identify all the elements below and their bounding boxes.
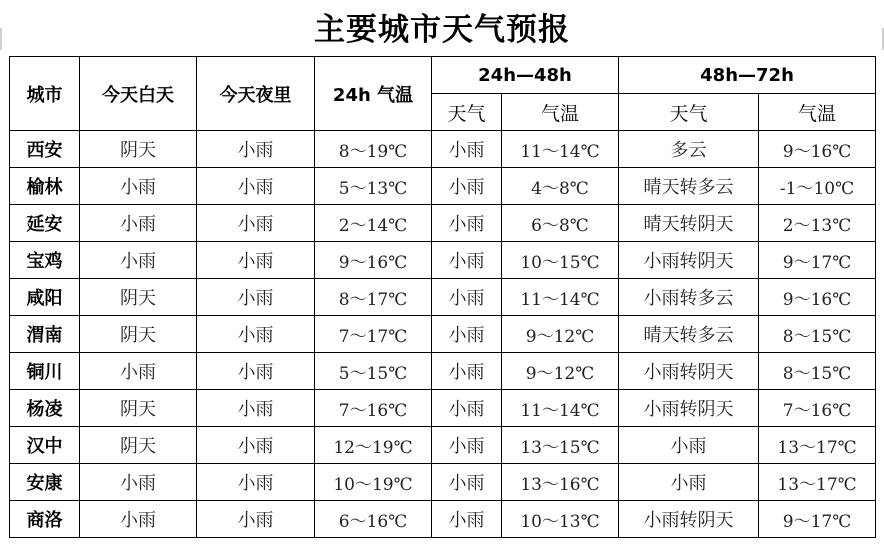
city-cell: 延安	[10, 205, 80, 242]
temp-24h-cell: 8～19℃	[315, 131, 432, 168]
temp-48h-cell: 4～8℃	[502, 168, 619, 205]
temp-72h-cell: 9～16℃	[759, 131, 876, 168]
table-row	[10, 427, 876, 464]
forecast-table	[9, 56, 876, 538]
header-tonight: 今天夜里	[197, 57, 315, 131]
header-temp-24h: 24h 气温	[315, 57, 432, 131]
weather-72h-cell: 小雨	[619, 464, 759, 501]
tonight-cell: 小雨	[197, 131, 315, 168]
tonight-cell: 小雨	[197, 427, 315, 464]
temp-72h-cell: 9～16℃	[759, 279, 876, 316]
tonight-cell: 小雨	[197, 279, 315, 316]
temp-72h-cell: 2～13℃	[759, 205, 876, 242]
today-day-cell: 阴天	[80, 279, 197, 316]
temp-48h-cell: 10～15℃	[502, 242, 619, 279]
today-day-cell: 小雨	[80, 353, 197, 390]
weather-48h-cell: 小雨	[432, 353, 502, 390]
weather-72h-cell: 晴天转阴天	[619, 205, 759, 242]
temp-48h-cell: 11～14℃	[502, 279, 619, 316]
weather-72h-cell: 小雨转阴天	[619, 353, 759, 390]
tonight-cell: 小雨	[197, 168, 315, 205]
temp-24h-cell: 5～15℃	[315, 353, 432, 390]
table-header	[10, 57, 876, 131]
table-row	[10, 205, 876, 242]
city-cell: 渭南	[10, 316, 80, 353]
weather-48h-cell: 小雨	[432, 205, 502, 242]
weather-48h-cell: 小雨	[432, 464, 502, 501]
table-row	[10, 242, 876, 279]
today-day-cell: 小雨	[80, 205, 197, 242]
table-body	[10, 131, 876, 538]
tonight-cell: 小雨	[197, 464, 315, 501]
header-row-top	[10, 57, 876, 94]
temp-24h-cell: 10～19℃	[315, 464, 432, 501]
today-day-cell: 阴天	[80, 316, 197, 353]
header-weather-48: 天气	[432, 94, 502, 131]
weather-72h-cell: 晴天转多云	[619, 168, 759, 205]
weather-48h-cell: 小雨	[432, 279, 502, 316]
header-today-day: 今天白天	[80, 57, 197, 131]
weather-48h-cell: 小雨	[432, 427, 502, 464]
temp-72h-cell: 7～16℃	[759, 390, 876, 427]
temp-48h-cell: 13～16℃	[502, 464, 619, 501]
temp-72h-cell: 8～15℃	[759, 353, 876, 390]
weather-72h-cell: 小雨转阴天	[619, 501, 759, 538]
weather-72h-cell: 多云	[619, 131, 759, 168]
table-row	[10, 279, 876, 316]
header-range-48-72: 48h—72h	[619, 57, 876, 94]
city-cell: 咸阳	[10, 279, 80, 316]
table-row	[10, 168, 876, 205]
weather-72h-cell: 小雨转多云	[619, 279, 759, 316]
temp-72h-cell: 13～17℃	[759, 427, 876, 464]
temp-24h-cell: 7～17℃	[315, 316, 432, 353]
weather-48h-cell: 小雨	[432, 168, 502, 205]
weather-48h-cell: 小雨	[432, 390, 502, 427]
temp-48h-cell: 6～8℃	[502, 205, 619, 242]
table-row	[10, 353, 876, 390]
weather-72h-cell: 小雨转阴天	[619, 242, 759, 279]
tonight-cell: 小雨	[197, 205, 315, 242]
city-cell: 汉中	[10, 427, 80, 464]
temp-72h-cell: 8～15℃	[759, 316, 876, 353]
table-row	[10, 316, 876, 353]
temp-72h-cell: 9～17℃	[759, 242, 876, 279]
tonight-cell: 小雨	[197, 501, 315, 538]
page-title: 主要城市天气预报	[314, 12, 570, 48]
city-cell: 西安	[10, 131, 80, 168]
city-cell: 安康	[10, 464, 80, 501]
temp-72h-cell: -1～10℃	[759, 168, 876, 205]
temp-24h-cell: 7～16℃	[315, 390, 432, 427]
weather-48h-cell: 小雨	[432, 131, 502, 168]
temp-48h-cell: 11～14℃	[502, 131, 619, 168]
header-range-24-48: 24h—48h	[432, 57, 619, 94]
today-day-cell: 阴天	[80, 131, 197, 168]
weather-48h-cell: 小雨	[432, 316, 502, 353]
today-day-cell: 小雨	[80, 464, 197, 501]
table-row	[10, 131, 876, 168]
city-cell: 铜川	[10, 353, 80, 390]
today-day-cell: 小雨	[80, 501, 197, 538]
tonight-cell: 小雨	[197, 353, 315, 390]
header-weather-72: 天气	[619, 94, 759, 131]
table-row	[10, 501, 876, 538]
temp-24h-cell: 5～13℃	[315, 168, 432, 205]
temp-24h-cell: 12～19℃	[315, 427, 432, 464]
temp-48h-cell: 10～13℃	[502, 501, 619, 538]
temp-24h-cell: 9～16℃	[315, 242, 432, 279]
temp-48h-cell: 9～12℃	[502, 353, 619, 390]
weather-48h-cell: 小雨	[432, 501, 502, 538]
today-day-cell: 阴天	[80, 427, 197, 464]
tonight-cell: 小雨	[197, 390, 315, 427]
city-cell: 商洛	[10, 501, 80, 538]
weather-48h-cell: 小雨	[432, 242, 502, 279]
temp-72h-cell: 9～17℃	[759, 501, 876, 538]
today-day-cell: 阴天	[80, 390, 197, 427]
temp-72h-cell: 13～17℃	[759, 464, 876, 501]
temp-24h-cell: 8～17℃	[315, 279, 432, 316]
tonight-cell: 小雨	[197, 316, 315, 353]
today-day-cell: 小雨	[80, 168, 197, 205]
weather-72h-cell: 小雨转阴天	[619, 390, 759, 427]
temp-48h-cell: 11～14℃	[502, 390, 619, 427]
city-cell: 榆林	[10, 168, 80, 205]
header-city: 城市	[10, 57, 80, 131]
temp-24h-cell: 2～14℃	[315, 205, 432, 242]
weather-72h-cell: 晴天转多云	[619, 316, 759, 353]
table-row	[10, 464, 876, 501]
temp-48h-cell: 13～15℃	[502, 427, 619, 464]
today-day-cell: 小雨	[80, 242, 197, 279]
temp-24h-cell: 6～16℃	[315, 501, 432, 538]
table-row	[10, 390, 876, 427]
header-temp-72: 气温	[759, 94, 876, 131]
tonight-cell: 小雨	[197, 242, 315, 279]
city-cell: 杨凌	[10, 390, 80, 427]
city-cell: 宝鸡	[10, 242, 80, 279]
header-temp-48: 气温	[502, 94, 619, 131]
temp-48h-cell: 9～12℃	[502, 316, 619, 353]
weather-72h-cell: 小雨	[619, 427, 759, 464]
